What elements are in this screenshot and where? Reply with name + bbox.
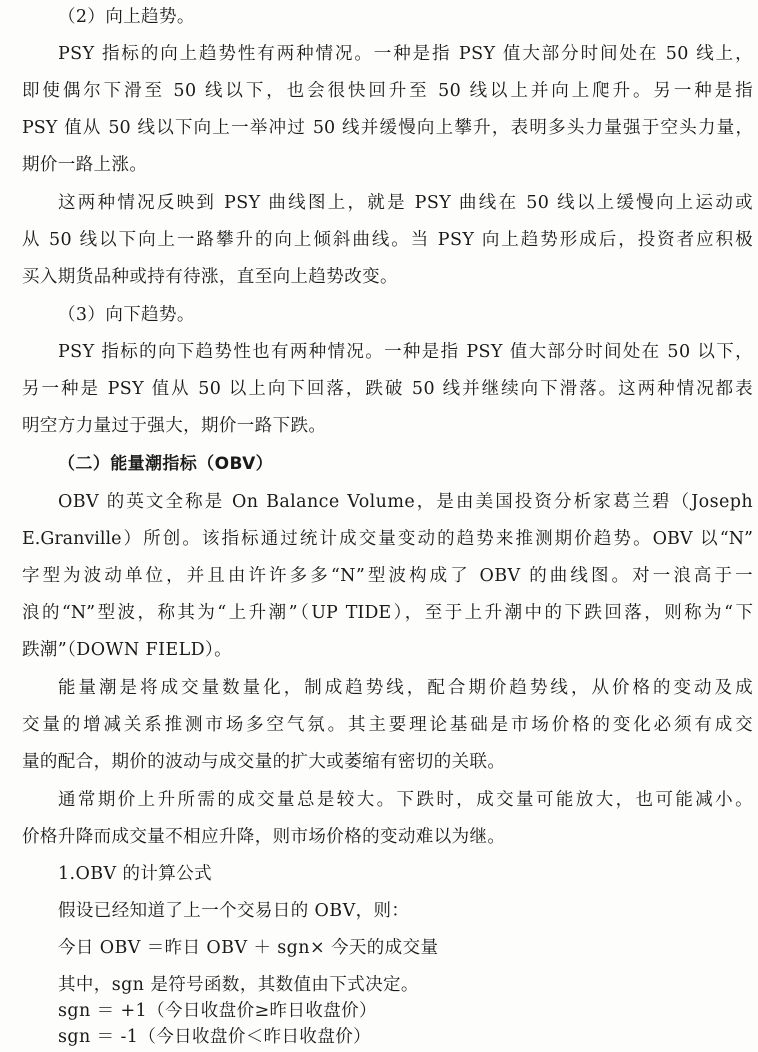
paragraph-line: 假设已经知道了上一个交易日的 OBV，则： <box>58 901 410 921</box>
paragraph-line: 价格升降而成交量不相应升降，则市场价格的变动难以为继。 <box>22 827 506 847</box>
paragraph-line: 即使偶尔下滑至 50 线以下，也会很快回升至 50 线以上并向上爬升。另一种是指 <box>22 81 753 101</box>
section-heading-obv: （二）能量潮指标（OBV） <box>58 454 274 474</box>
paragraph-line: 期价一路上涨。 <box>22 155 148 175</box>
paragraph-line: OBV 的英文全称是 On Balance Volume，是由美国投资分析家葛兰碧（Joseph <box>58 492 753 512</box>
paragraph-line: 交量的增减关系推测市场多空气氛。其主要理论基础是市场价格的变化必须有成交 <box>22 715 753 735</box>
paragraph-line: E.Granville）所创。该指标通过统计成交量变动的趋势来推测期价趋势。OBV 以“N” <box>22 529 753 549</box>
paragraph-line: 买入期货品种或持有待涨，直至向上趋势改变。 <box>22 267 398 287</box>
paragraph-line: PSY 指标的向上趋势性有两种情况。一种是指 PSY 值大部分时间处在 50 线上， <box>58 44 753 64</box>
paragraph-line: 明空方力量过于强大，期价一路下跌。 <box>22 416 327 436</box>
paragraph-line: PSY 指标的向下趋势性也有两种情况。一种是指 PSY 值大部分时间处在 50 以下， <box>58 342 753 362</box>
paragraph-line: 另一种是 PSY 值从 50 以上向下回落，跌破 50 线并继续向下滑落。这两种情况都表 <box>22 379 753 399</box>
paragraph-line: 量的配合，期价的波动与成交量的扩大或萎缩有密切的关联。 <box>22 752 506 772</box>
paragraph-line: 从 50 线以下向上一路攀升的向上倾斜曲线。当 PSY 向上趋势形成后，投资者应积极 <box>22 230 753 250</box>
formula-sgn-negative: sgn ＝ -1（今日收盘价＜昨日收盘价） <box>58 1027 372 1047</box>
paragraph-line: 浪的“N”型波，称其为“上升潮”（UP TIDE），至于上升潮中的下跌回落，则称为“下 <box>22 603 753 623</box>
paragraph-line: 跌潮”（DOWN FIELD）。 <box>22 640 233 660</box>
paragraph-line: 能量潮是将成交量数量化，制成趋势线，配合期价趋势线，从价格的变动及成 <box>58 678 753 698</box>
paragraph-line: 字型为波动单位，并且由许许多多“N”型波构成了 OBV 的曲线图。对一浪高于一 <box>22 566 753 586</box>
formula-obv: 今日 OBV ＝昨日 OBV ＋ sgn× 今天的成交量 <box>58 938 439 958</box>
subheading-obv-formula: 1.OBV 的计算公式 <box>58 864 213 884</box>
paragraph-line: PSY 值从 50 线以下向上一举冲过 50 线并缓慢向上攀升，表明多头力量强于空头力量， <box>22 118 753 138</box>
subheading-downward-trend: （3）向下趋势。 <box>58 305 195 325</box>
paragraph-line: 这两种情况反映到 PSY 曲线图上，就是 PSY 曲线在 50 线以上缓慢向上运动或 <box>58 193 753 213</box>
formula-sgn-positive: sgn ＝ +1（今日收盘价≥昨日收盘价） <box>58 1001 377 1021</box>
paragraph-line: 通常期价上升所需的成交量总是较大。下跌时，成交量可能放大，也可能减小。 <box>58 790 753 810</box>
paragraph-line: 其中，sgn 是符号函数，其数值由下式决定。 <box>58 975 419 995</box>
subheading-upward-trend: （2）向上趋势。 <box>58 7 195 27</box>
